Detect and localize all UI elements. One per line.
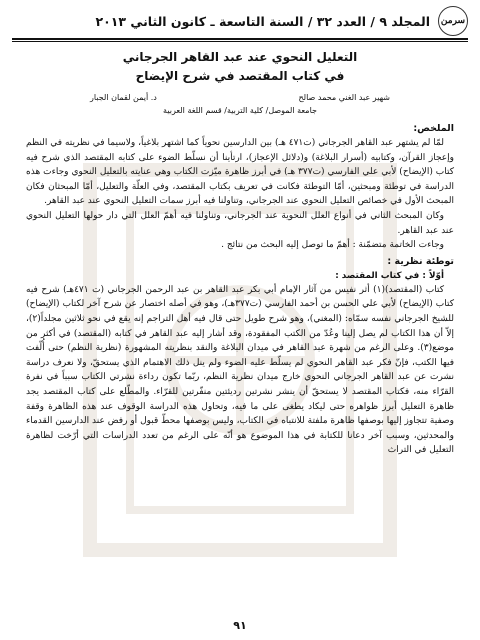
author-1: د. أيمن لقمان الجبار (90, 93, 157, 102)
abstract-paragraph-1: لمّا لم يشتهر عبد القاهر الجرجاني (ت٤٧١ هـ) بين الدارسين نحوياً كما اشتهر بلاغياً، ولاسيما في نظريته في النظم وإعجاز القرآن، وكتابيه (أسرار البلاغة) و(دلائل الإعجاز)، ارتأينا أن نسلّط الضوء على كتابه المقتصد الذي شرح فيه كتاب (الإيضاح) لأبي علي الفارسي (ت٣٧٧ هـ) في أبرز ظاهرة ميّزت الكتاب وهي عنايته بالتعليل النحوي وجاءت هذه الدراسة في توطئة ومبحثين، أمّا التوطئة فكانت في تعريف بكتاب المقتصد، وفي العلّة والتعليل، أمّا المبحثان فكان المبحث الأول في خصائص التعليل النحوي عند الجرجاني، وتناولنا فيه أبرز سمات التعليل النحوي عند عبد القاهر. (26, 138, 455, 207)
journal-issue-line: المجلد ٩ / العدد ٣٢ / السنة التاسعة ـ كانون الثاني ٢٠١٣ (95, 13, 430, 29)
logo-text: سرمن (440, 16, 466, 26)
intro-subheading: أوّلاً : في كتاب المقتصد : (335, 270, 444, 281)
article-body (26, 120, 454, 458)
abstract-heading: الملخص: (413, 123, 454, 134)
title-line-1: التعليل النحوي عند عبد القاهر الجرجاني (122, 50, 358, 64)
abstract-paragraph-3: وجاءت الخاتمة متضمّنة : أهمّ ما توصل إليه البحث من نتائج . (221, 240, 444, 251)
title-line-2: في كتاب المقتصد في شرح الإيضاح (135, 69, 345, 83)
page-number: ٩١ (233, 619, 247, 632)
header-rule-thick (12, 38, 468, 40)
affiliation: جامعة الموصل/ كلية التربية/ قسم اللغة العربية (163, 106, 317, 115)
article-title (20, 48, 460, 86)
authors-block (20, 92, 460, 116)
intro-paragraph: كتاب (المقتصد)(١) أثر نفيس من آثار الإمام أبي بكر عبد القاهر بن عبد الرحمن الجرجاني (ت ٤٧١هـ) شرح فيه كتاب (الإيضاح) لأبي علي الحسن بن أحمد الفارسي (ت٣٧٧هـ)، وهو في أصله اختصار عن شرح آخر لكتاب (الإيضاح) للشيخ الجرجاني نفسه سمّاه: (المغني)، وهو شرح طويل حتى قال فيه أهل التراجم إنه يقع في نحو ثلاثين مجلداً(٢)، إلاّ أن هذا الكتاب لم يصل إلينا وعُدّ من الكتب المفقودة، وقد أشار إليه عبد القاهر في كتابه (المقتصد) في أكثر من موضع(٣). وعلى الرغم من شهرة عبد القاهر في ميدان البلاغة والنقد بنظريته المشهورة (نظرية النظم) حتى أُلّفت فيها الكتب، فإنّ فكر عبد القاهر النحوي لم يسلّط عليه الضوء ولم ينل ذلك الاهتمام الذي يستحقّ، ولا نعرف دراسة نشرت عن عبد القاهر الجرجاني النحوي خارج ميدان نظرية النظم، ربّما تكون رداءة نشرتي الكتاب سبباً في نفرة القرّاء منه، فكتاب المقتصد لا يستحقّ أن ينشر نشرتين رديئتين منفّرتين للقرّاء. والمطّلع على كتاب المقتصد يجد ظاهرة التعليل أبرز ظواهره حتى ليكاد يطغى على ما فيه، وتحاول هذه الدراسة الوقوف عند هذه الظاهرة وقفة وصفية تتجاوز إليها بوصفها ظاهرة ملفتة للانتباه في الكتاب، وليس بوصفها محطّ قبول أو رفض عند الدارسين القدماء والمحدثين، وسبب آخر دعانا للكتابة في هذا الموضوع هو أنّه على الرغم من تعدد الدراسات التي أرّخت لظاهرة التعليل في التراث (26, 284, 454, 456)
journal-header (14, 6, 468, 36)
journal-logo (438, 6, 468, 36)
abstract-paragraph-2: وكان المبحث الثاني في أنواع العلل النحوية عند الجرجاني، وتناولنا فيه أهمّ العلل التي دار حولها التعليل النحوي عند عبد القاهر. (26, 210, 454, 236)
intro-heading: توطئة نظرية : (387, 255, 454, 267)
author-2: شهير عبد الغني محمد صالح (298, 93, 390, 102)
header-rule-thin (12, 41, 468, 42)
